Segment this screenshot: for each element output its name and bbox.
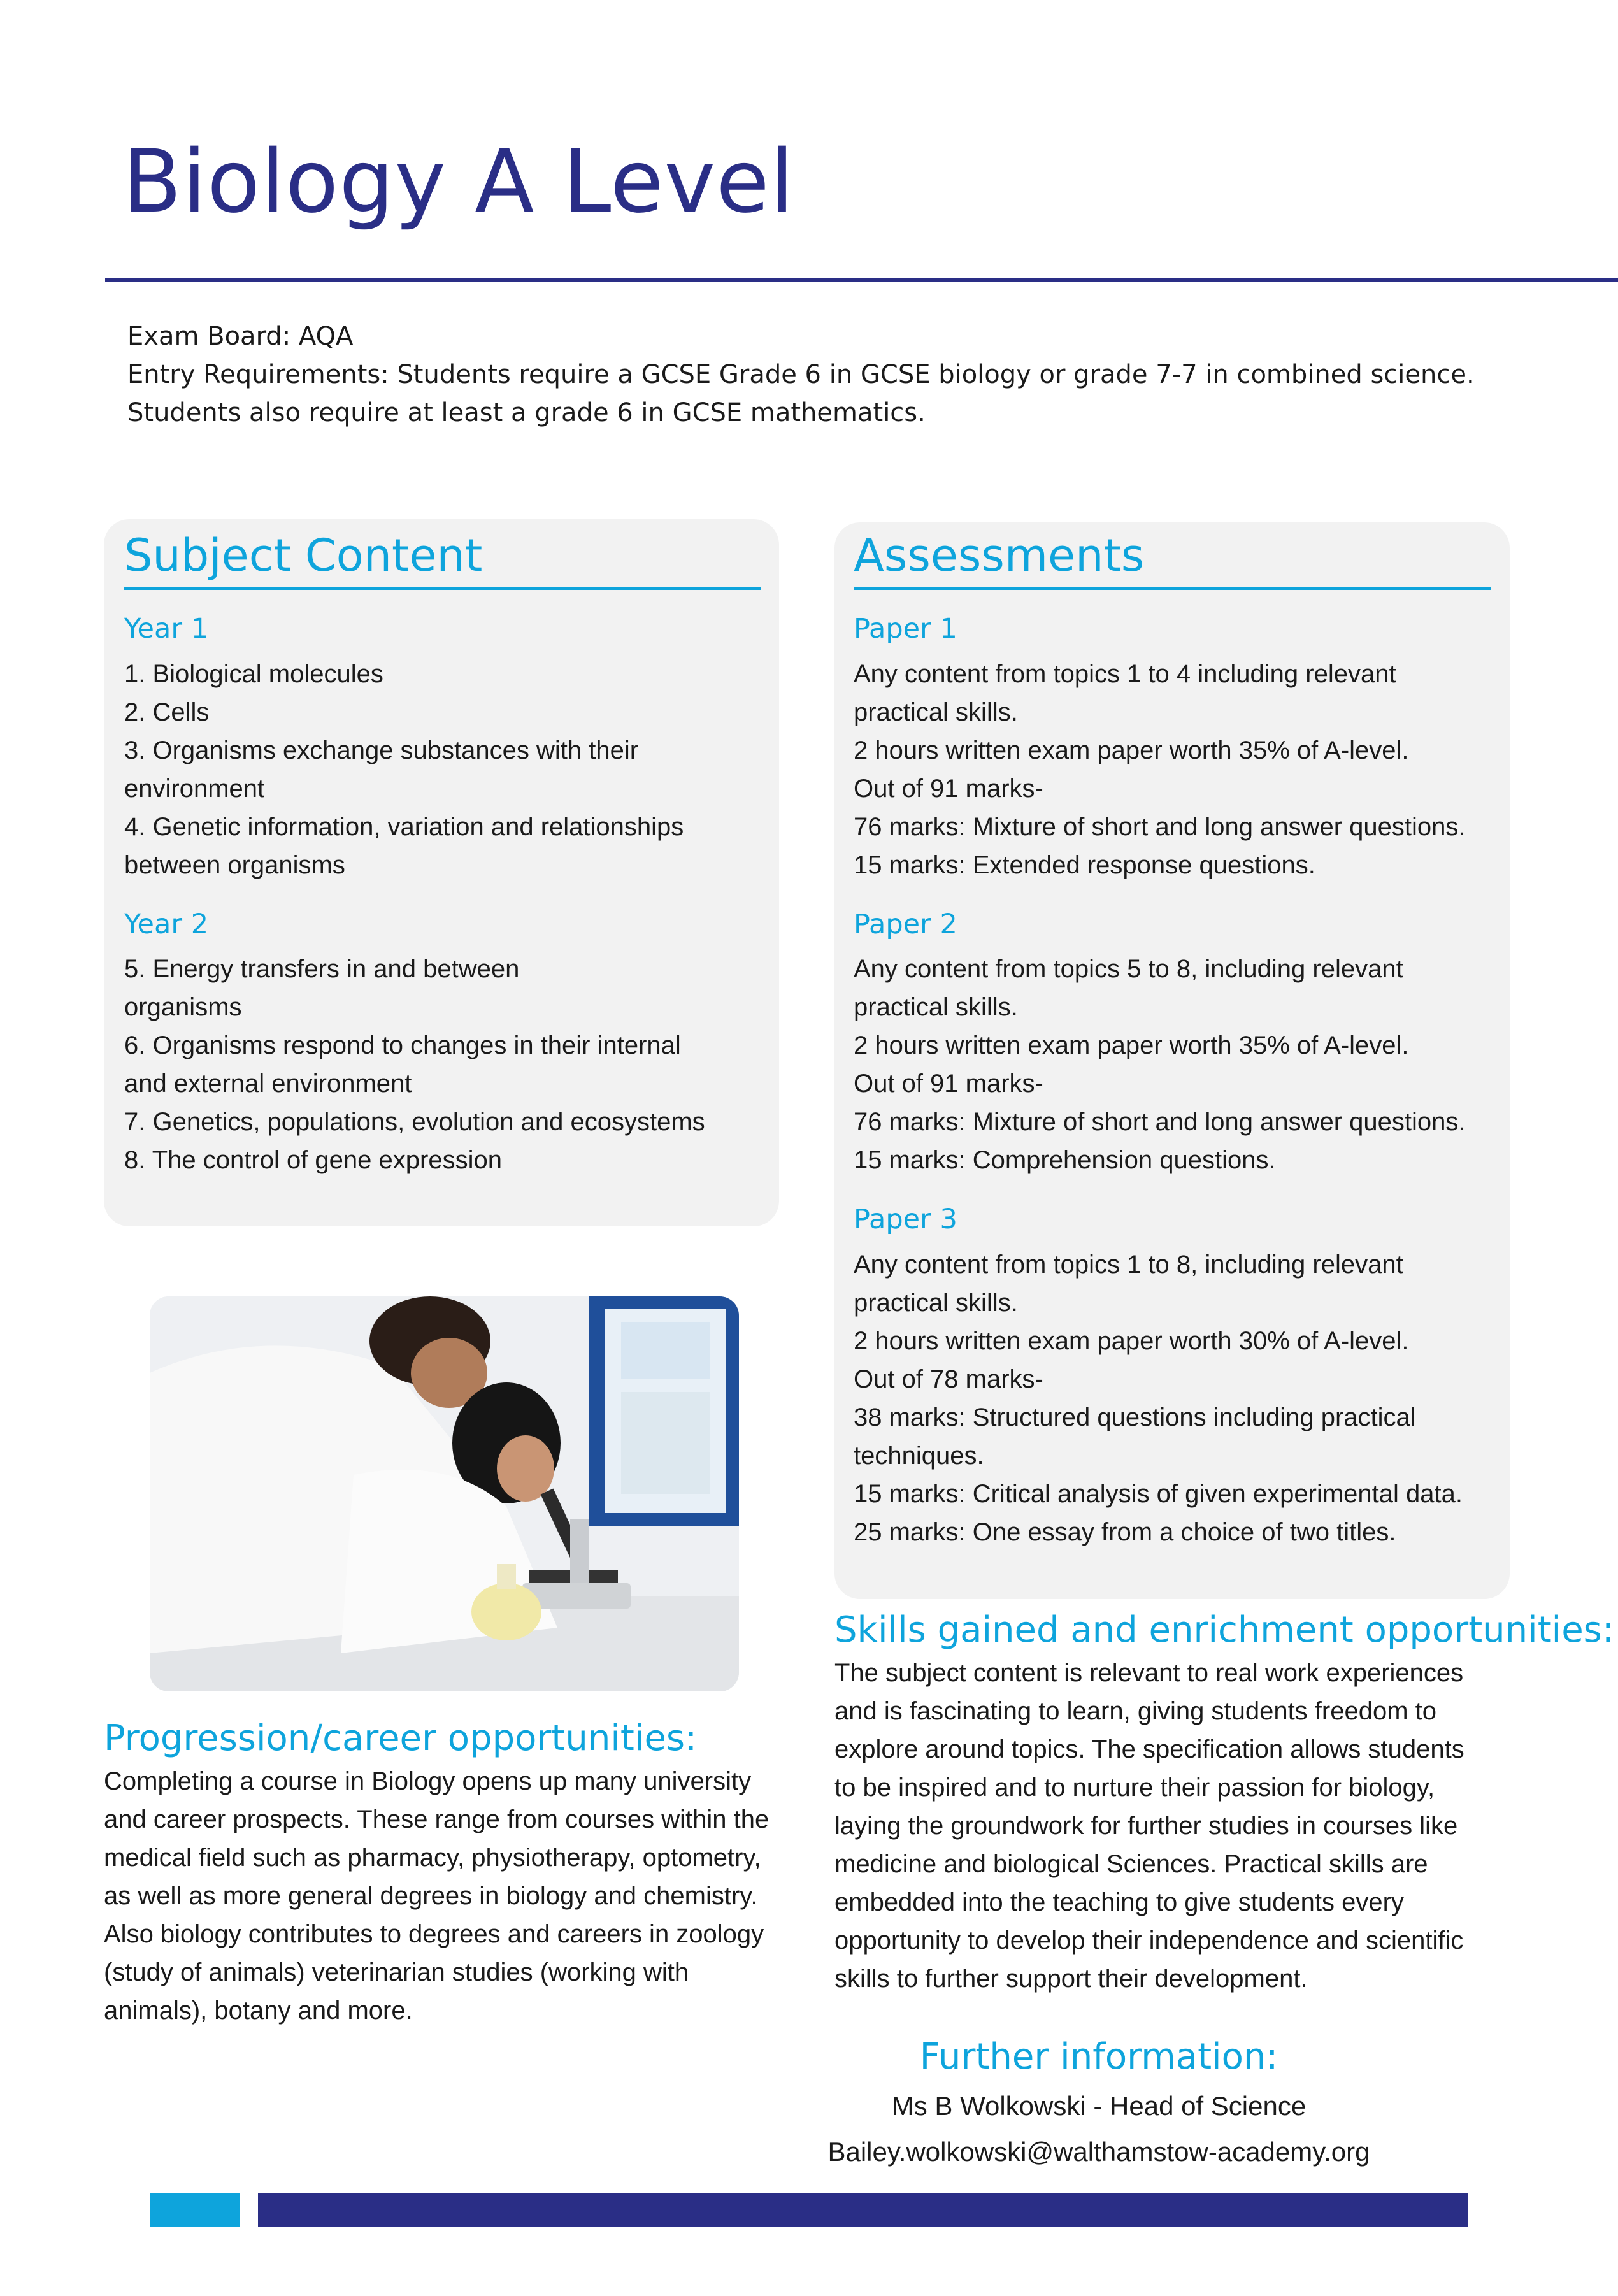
assessments-rule	[854, 587, 1491, 590]
list-item: 3. Organisms exchange substances with their	[124, 736, 639, 764]
list-item: Any content from topics 1 to 4 including relevant	[854, 659, 1396, 688]
skills-section	[834, 1609, 1614, 1998]
list-item: practical skills.	[854, 698, 1018, 726]
progression-heading: Progression/career opportunities:	[104, 1718, 697, 1759]
list-item: Out of 91 marks-	[854, 774, 1043, 803]
year-1-label: Year 1	[124, 613, 209, 645]
list-item: Out of 78 marks-	[854, 1365, 1043, 1393]
list-item: Any content from topics 5 to 8, including relevant	[854, 955, 1403, 984]
footer-bar	[258, 2193, 1468, 2227]
list-item: 2 hours written exam paper worth 35% of A-level.	[854, 736, 1409, 764]
paper-1-label: Paper 1	[854, 613, 957, 645]
list-item: 2 hours written exam paper worth 30% of A-level.	[854, 1326, 1409, 1355]
list-item: 2. Cells	[124, 698, 210, 726]
list-item: to be inspired and to nurture their passion for biology,	[834, 1774, 1435, 1802]
list-item: 1. Biological molecules	[124, 659, 383, 688]
list-item: 38 marks: Structured questions including practical	[854, 1403, 1416, 1431]
subject-content-section	[124, 529, 761, 1179]
list-item: as well as more general degrees in biology and chemistry.	[104, 1882, 758, 1911]
list-item: skills to further support their development.	[834, 1965, 1308, 1993]
list-item: animals), botany and more.	[104, 1997, 413, 2025]
list-item: opportunity to develop their independence and scientific	[834, 1926, 1464, 1955]
list-item: Completing a course in Biology opens up many university	[104, 1767, 752, 1796]
paper-2-details	[854, 950, 1491, 1179]
list-item: 76 marks: Mixture of short and long answer questions.	[854, 1108, 1466, 1137]
progression-section	[104, 1717, 792, 2030]
list-item: medical field such as pharmacy, physiotherapy, optometry,	[104, 1844, 761, 1872]
list-item: practical skills.	[854, 993, 1018, 1022]
list-item: embedded into the teaching to give students every	[834, 1888, 1404, 1917]
list-item: explore around topics. The specification allows students	[834, 1735, 1464, 1764]
year-2-label: Year 2	[124, 908, 209, 940]
paper-1-details	[854, 655, 1491, 884]
year-1-topics	[124, 655, 761, 884]
exam-board: Exam Board: AQA	[127, 322, 354, 351]
assessments-section	[854, 529, 1491, 1551]
list-item: 2 hours written exam paper worth 35% of A-level.	[854, 1031, 1409, 1060]
students-microscope-photo	[150, 1296, 739, 1691]
list-item: laying the groundwork for further studies in courses like	[834, 1812, 1458, 1840]
list-item: Any content from topics 1 to 8, including relevant	[854, 1250, 1403, 1279]
list-item: 7. Genetics, populations, evolution and ecosystems	[124, 1108, 705, 1137]
list-item: 8. The control of gene expression	[124, 1146, 502, 1175]
list-item: between organisms	[124, 850, 345, 879]
list-item: 25 marks: One essay from a choice of two titles.	[854, 1518, 1396, 1546]
skills-body	[834, 1654, 1510, 1998]
list-item: and is fascinating to learn, giving students freedom to	[834, 1697, 1436, 1726]
list-item: 4. Genetic information, variation and relationships	[124, 812, 684, 841]
list-item: and career prospects. These range from courses within the	[104, 1805, 770, 1834]
list-item: 6. Organisms respond to changes in their internal	[124, 1031, 681, 1060]
intro-block	[127, 317, 1567, 432]
list-item: 15 marks: Critical analysis of given experimental data.	[854, 1479, 1463, 1508]
further-information	[701, 2035, 1497, 2175]
list-item: techniques.	[854, 1441, 984, 1470]
skills-heading: Skills gained and enrichment opportunities:	[834, 1609, 1614, 1651]
year-2-topics	[124, 950, 761, 1179]
title-divider	[105, 278, 1618, 282]
paper-2-label: Paper 2	[854, 908, 957, 940]
paper-3-label: Paper 3	[854, 1203, 957, 1236]
further-info-heading: Further information:	[919, 2036, 1278, 2077]
list-item: medicine and biological Sciences. Practical skills are	[834, 1850, 1428, 1879]
further-info-body	[701, 2083, 1497, 2175]
list-item: (study of animals) veterinarian studies (working with	[104, 1958, 689, 1987]
contact-name: Ms B Wolkowski - Head of Science	[891, 2091, 1307, 2121]
list-item: 15 marks: Extended response questions.	[854, 850, 1315, 879]
page-title: Biology A Level	[122, 132, 795, 233]
paper-3-details	[854, 1245, 1491, 1551]
progression-body	[104, 1762, 792, 2030]
list-item: 76 marks: Mixture of short and long answer questions.	[854, 812, 1466, 841]
subject-content-heading: Subject Content	[124, 529, 483, 582]
list-item: Also biology contributes to degrees and careers in zoology	[104, 1920, 764, 1949]
list-item: 15 marks: Comprehension questions.	[854, 1146, 1276, 1175]
footer-accent-bar	[150, 2193, 240, 2227]
list-item: environment	[124, 774, 265, 803]
list-item: Out of 91 marks-	[854, 1070, 1043, 1098]
entry-requirements-line-2: Students also require at least a grade 6 in GCSE mathematics.	[127, 398, 926, 427]
assessments-heading: Assessments	[854, 529, 1145, 582]
list-item: The subject content is relevant to real work experiences	[834, 1659, 1464, 1688]
list-item: organisms	[124, 993, 242, 1022]
list-item: 5. Energy transfers in and between	[124, 955, 520, 984]
entry-requirements-line-1: Entry Requirements: Students require a GCSE Grade 6 in GCSE biology or grade 7-7 in combined science.	[127, 360, 1475, 389]
list-item: practical skills.	[854, 1288, 1018, 1317]
contact-email: Bailey.wolkowski@walthamstow-academy.org	[827, 2137, 1370, 2167]
list-item: and external environment	[124, 1070, 412, 1098]
subject-content-rule	[124, 587, 761, 590]
